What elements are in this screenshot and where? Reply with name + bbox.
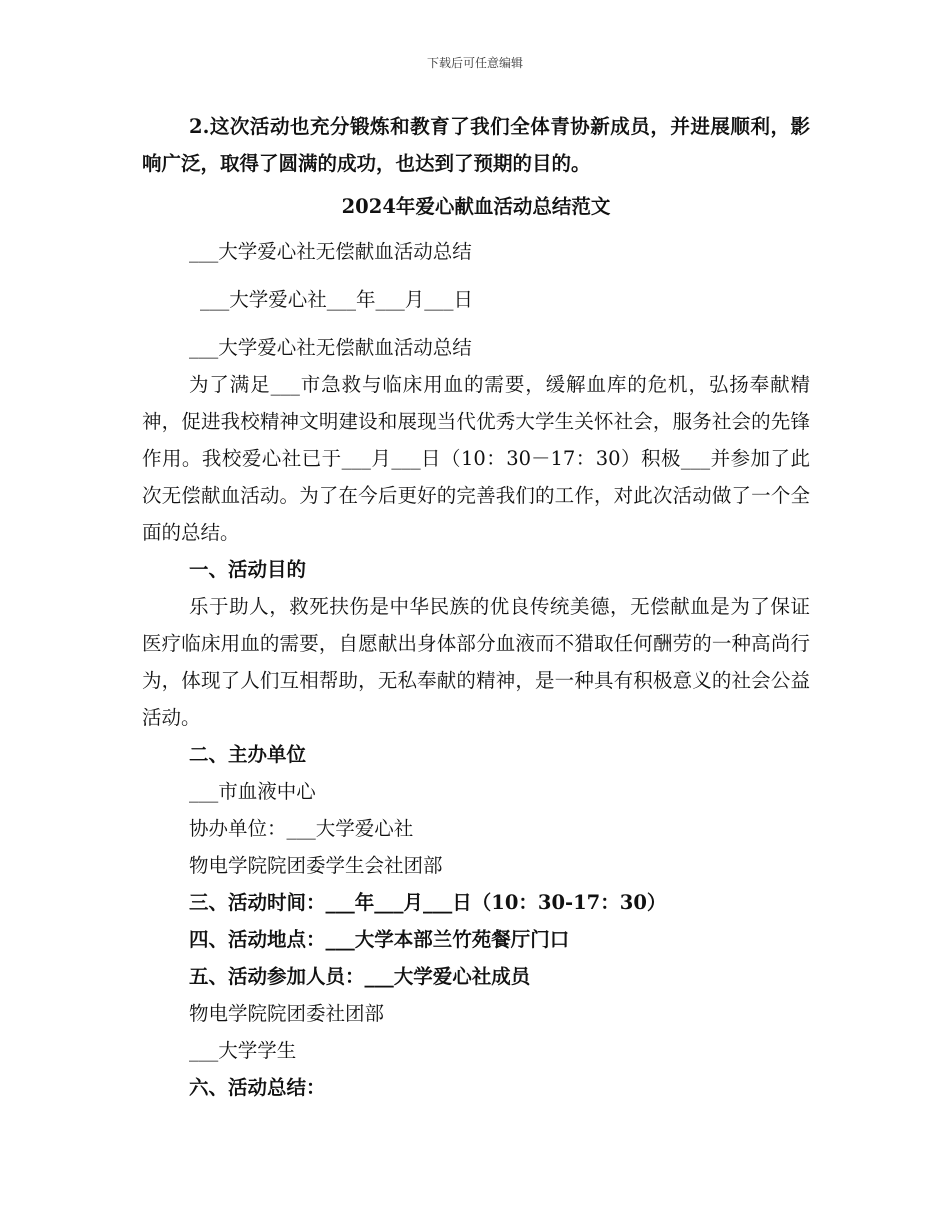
document-body <box>142 108 810 1106</box>
purpose-paragraph: 乐于助人，救死扶伤是中华民族的优良传统美德，无偿献血是为了保证医疗临床用血的需要，自愿献出身体部分血液而不猎取任何酬劳的一种高尚行为，体现了人们互相帮助，无私奉献的精神，是一种具有积极意义的社会公益活动。 <box>142 595 810 729</box>
section-heading-location: 四、活动地点：___大学本部兰竹苑餐厅门口 <box>189 928 570 951</box>
signature-date-line: ___大学爱心社___年___月___日 <box>200 288 474 311</box>
co-organizer-line-2: 物电学院院团委学生会社团部 <box>189 854 443 877</box>
participant-line-2: ___大学学生 <box>189 1039 297 1062</box>
background-paragraph: 为了满足___市急救与临床用血的需要，缓解血库的危机，弘扬奉献精神，促进我校精神文明建设和展现当代优秀大学生关怀社会，服务社会的先锋作用。我校爱心社已于___月___日（10：30－17：30）积极___并参加了此次无偿献血活动。为了在今后更好的完善我们的工作，对此次活动做了一个全面的总结。 <box>142 373 810 544</box>
section-heading-participants: 五、活动参加人员：___大学爱心社成员 <box>189 965 531 988</box>
participant-line: 物电学院院团委社团部 <box>189 1002 385 1025</box>
section-heading-summary: 六、活动总结： <box>189 1076 326 1099</box>
section-heading-organizer: 二、主办单位 <box>189 743 307 766</box>
section-heading-purpose: 一、活动目的 <box>189 558 307 581</box>
document-title: 2024年爱心献血活动总结范文 <box>341 195 611 218</box>
summary-title-line: ___大学爱心社无偿献血活动总结 <box>189 240 472 263</box>
summary-title-line-2: ___大学爱心社无偿献血活动总结 <box>189 336 472 359</box>
intro-paragraph: 2.这次活动也充分锻炼和教育了我们全体青协新成员，并进展顺利，影响广泛，取得了圆满的成功，也达到了预期的目的。 <box>142 115 810 175</box>
organizer-line: ___市血液中心 <box>189 780 316 803</box>
page-header: 下载后可任意编辑 <box>426 56 523 70</box>
co-organizer-line: 协办单位：___大学爱心社 <box>189 817 414 840</box>
section-heading-time: 三、活动时间：___年___月___日（10：30-17：30） <box>189 891 667 914</box>
